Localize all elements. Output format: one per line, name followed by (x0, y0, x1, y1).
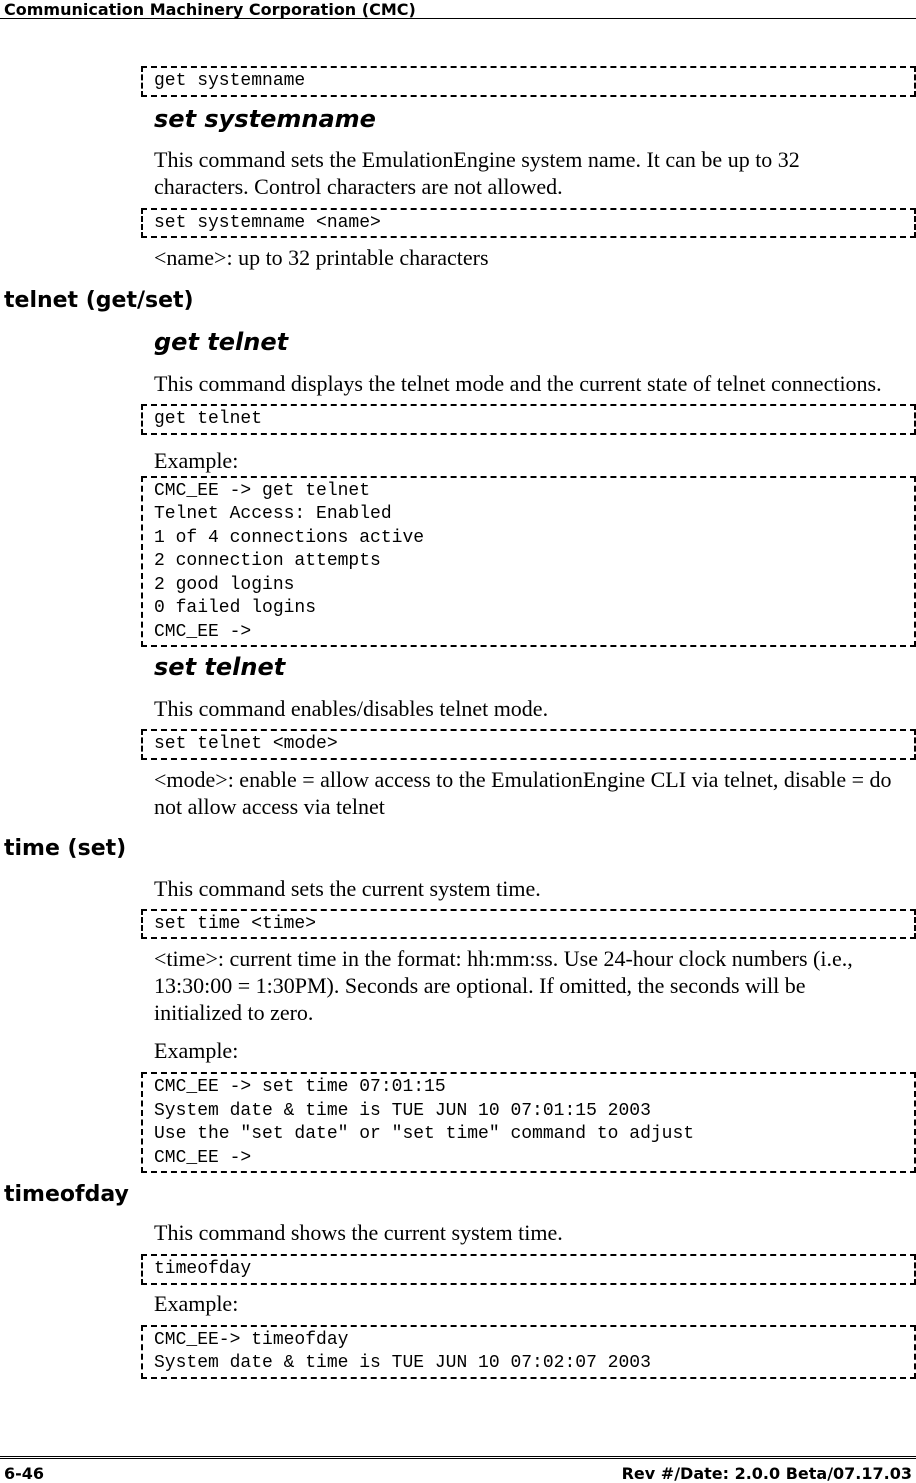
time-desc: This command sets the current system time. (154, 875, 541, 901)
heading-get-telnet: get telnet (154, 328, 289, 356)
code-line: CMC_EE -> set time 07:01:15 (154, 1077, 446, 1097)
code-line: 2 connection attempts (154, 551, 381, 571)
header-rule (0, 18, 916, 19)
get-telnet-desc: This command displays the telnet mode and the current state of telnet connections. (154, 371, 882, 396)
code-line: System date & time is TUE JUN 10 07:01:15 2003 (154, 1100, 651, 1121)
footer-rule (0, 1456, 916, 1459)
code-set-systemname: set systemname <name> (141, 208, 916, 239)
heading-set-systemname: set systemname (154, 104, 376, 133)
code-get-systemname: get systemname (141, 66, 916, 97)
set-systemname-desc: This command sets the EmulationEngine system name. It can be up to 32 characters. Control characters are not allowed. (154, 146, 800, 199)
heading-set-telnet: set telnet (154, 653, 286, 681)
telnet-param: <mode>: enable = allow access to the EmulationEngine CLI via telnet, disable = do not allow access via telnet (154, 766, 892, 819)
timeofday-desc: This command shows the current system time. (154, 1220, 563, 1245)
code-line: System date & time is TUE JUN 10 07:02:07 2003 (154, 1353, 651, 1373)
code-timeofday-example (141, 1325, 916, 1379)
example-label: Example: (154, 447, 239, 473)
example-label: Example: (154, 1038, 239, 1063)
heading-time: time (set) (4, 835, 127, 861)
page-number: 6-46 (4, 1464, 45, 1483)
heading-telnet: telnet (get/set) (4, 288, 194, 313)
code-set-time: set time <time> (141, 909, 916, 940)
code-timeofday: timeofday (141, 1254, 916, 1285)
time-param: <time>: current time in the format: hh:mm:ss. Use 24-hour clock numbers (i.e., 13:30:00 = 1:30PM). Seconds are optional. If omitted, the seconds will be initialized to zero. (154, 946, 853, 1025)
code-telnet-example (141, 476, 916, 648)
code-line: CMC_EE-> timeofday (154, 1329, 349, 1350)
page-body (0, 66, 916, 1379)
code-get-telnet: get telnet (141, 404, 916, 435)
code-line: 1 of 4 connections active (154, 527, 425, 548)
code-line: Use the "set date" or "set time" command to adjust (154, 1124, 695, 1144)
example-label: Example: (154, 1290, 239, 1316)
code-line: CMC_EE -> (154, 1147, 252, 1168)
code-line: 0 failed logins (154, 598, 317, 618)
code-line: CMC_EE -> (154, 621, 252, 642)
code-set-telnet: set telnet <mode> (141, 729, 916, 760)
set-telnet-desc: This command enables/disables telnet mode. (154, 696, 549, 721)
heading-timeofday: timeofday (4, 1182, 129, 1207)
code-line: Telnet Access: Enabled (154, 504, 392, 524)
code-line: 2 good logins (154, 574, 295, 595)
code-time-example (141, 1072, 916, 1173)
revision-date: Rev #/Date: 2.0.0 Beta/07.17.03 (621, 1464, 912, 1483)
systemname-param: <name>: up to 32 printable characters (154, 245, 489, 270)
code-line: CMC_EE -> get telnet (154, 480, 371, 501)
page-header: Communication Machinery Corporation (CMC) (4, 0, 416, 19)
